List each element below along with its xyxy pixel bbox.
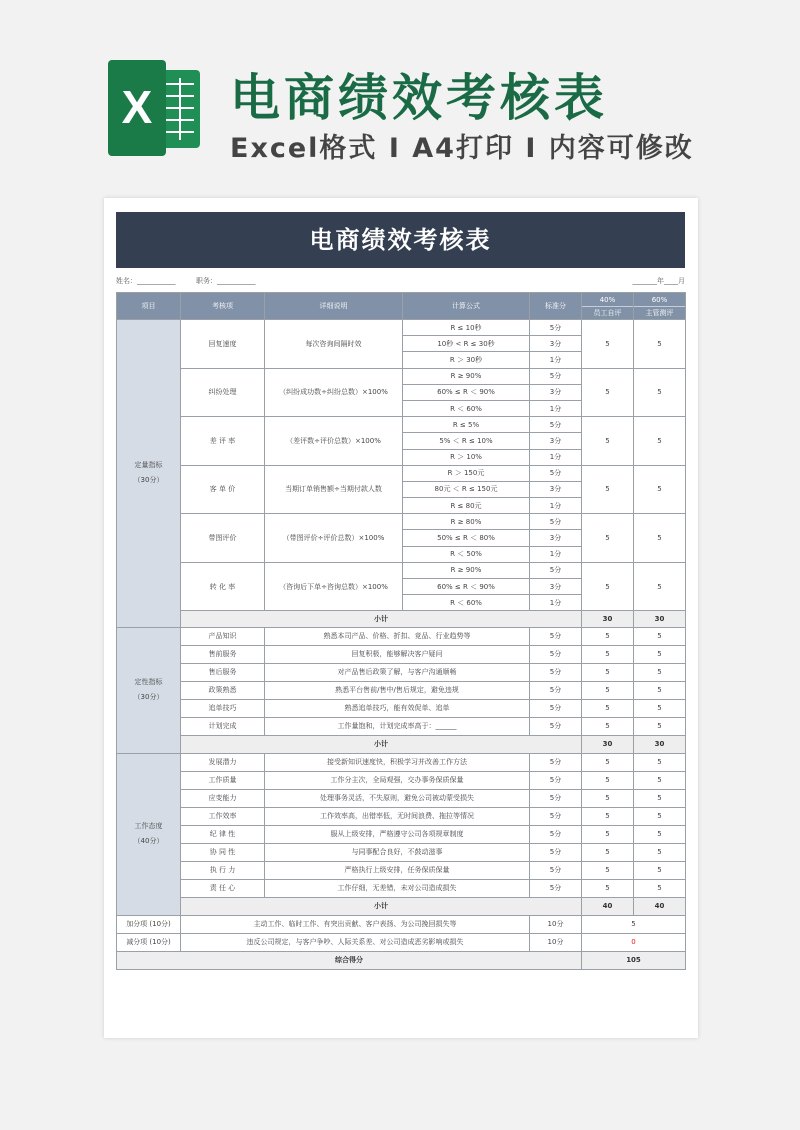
subtotal-self[interactable]: 30 [582,611,634,627]
self-score[interactable]: 5 [582,717,634,735]
self-score[interactable]: 5 [582,645,634,663]
indicator-description: 熟悉追单技巧，能有效促单、追单 [265,699,530,717]
manager-score[interactable]: 5 [634,807,686,825]
standard-score: 5分 [530,753,582,771]
header-description: 详细说明 [265,293,403,320]
table-row [117,465,686,481]
info-row [116,274,685,288]
category-cell [117,320,181,628]
indicator-description: 处理事务灵活，不失原则，避免公司被动蒙受损失 [265,789,530,807]
table-row [117,861,686,879]
self-weight: 40% [582,294,633,307]
indicator-description: （带图评价÷评价总数）×100% [265,514,403,563]
standard-score: 3分 [530,433,582,449]
standard-score: 3分 [530,530,582,546]
formula-condition: R ＜ 60% [403,400,530,416]
indicator-description: 服从上级安排，严格遵守公司各项规章制度 [265,825,530,843]
standard-score: 1分 [530,595,582,611]
category-name: 定量指标 [134,461,163,470]
self-score[interactable]: 5 [582,771,634,789]
excel-logo-letter: X [121,81,153,133]
adjustment-label: 加分项 (10分) [117,915,181,933]
total-score[interactable]: 105 [582,951,686,969]
indicator-description: 工作效率高，出错率低，无时间浪费、拖拉等情况 [265,807,530,825]
header-manager-eval [634,293,686,320]
indicator-name: 售后服务 [181,663,265,681]
indicator-name: 政策熟悉 [181,681,265,699]
penalty-row [117,933,686,951]
standard-score: 5分 [530,320,582,336]
indicator-name: 工作质量 [181,771,265,789]
header-indicator: 考核项 [181,293,265,320]
self-score[interactable]: 5 [582,663,634,681]
self-score[interactable]: 5 [582,789,634,807]
indicator-name: 执 行 力 [181,861,265,879]
standard-score: 5分 [530,825,582,843]
table-row [117,717,686,735]
indicator-description: 回复积极，能够解决客户疑问 [265,645,530,663]
table-row [117,771,686,789]
standard-score: 3分 [530,579,582,595]
header-formula: 计算公式 [403,293,530,320]
indicator-description: 严格执行上级安排，任务保质保量 [265,861,530,879]
table-row [117,807,686,825]
indicator-name: 差 评 率 [181,417,265,466]
formula-condition: 5% ＜ R ≤ 10% [403,433,530,449]
formula-condition: R ≤ 80元 [403,498,530,514]
manager-score[interactable]: 5 [634,681,686,699]
manager-score[interactable]: 5 [634,879,686,897]
table-row [117,627,686,645]
formula-condition: 60% ≤ R ＜ 90% [403,384,530,400]
total-row [117,951,686,969]
manager-score[interactable]: 5 [634,771,686,789]
formula-condition: R ＞ 10% [403,449,530,465]
standard-score: 1分 [530,352,582,368]
indicator-name: 纠纷处理 [181,368,265,417]
indicator-name: 转 化 率 [181,562,265,611]
subtotal-manager[interactable]: 30 [634,611,686,627]
manager-score[interactable]: 5 [634,825,686,843]
indicator-description: （差评数÷评价总数）×100% [265,417,403,466]
manager-score[interactable]: 5 [634,843,686,861]
standard-score: 5分 [530,562,582,578]
adjustment-label: 减分项 (10分) [117,933,181,951]
standard-score: 5分 [530,627,582,645]
indicator-name: 追单技巧 [181,699,265,717]
standard-score: 1分 [530,449,582,465]
category-points: （40分） [133,837,164,846]
indicator-name: 工作效率 [181,807,265,825]
indicator-description: 对产品售后政策了解，与客户沟通顺畅 [265,663,530,681]
self-eval-label: 员工自评 [593,308,622,317]
category-cell [117,753,181,915]
self-score[interactable]: 5 [582,417,634,466]
manager-score[interactable]: 5 [634,717,686,735]
adjustment-value[interactable]: 0 [582,933,686,951]
formula-condition: R ≥ 80% [403,514,530,530]
adjustment-description: 主动工作、临时工作、有突出贡献、客户表扬、为公司挽回损失等 [181,915,530,933]
indicator-name: 客 单 价 [181,465,265,514]
manager-score[interactable]: 5 [634,663,686,681]
standard-score: 5分 [530,789,582,807]
self-score[interactable]: 5 [582,320,634,369]
table-row [117,320,686,336]
manager-score[interactable]: 5 [634,417,686,466]
standard-score: 5分 [530,861,582,879]
subtotal-row [117,897,686,915]
name-field[interactable]: 姓名：___________ [116,277,176,285]
indicator-name: 协 同 性 [181,843,265,861]
table-row [117,879,686,897]
subtotal-label: 小计 [181,897,582,915]
self-score[interactable]: 5 [582,825,634,843]
category-cell [117,627,181,753]
table-row [117,843,686,861]
subtotal-row [117,611,686,627]
standard-score: 5分 [530,514,582,530]
table-row [117,368,686,384]
bonus-row [117,915,686,933]
indicator-description: 工作仔细，无差错，未对公司造成损失 [265,879,530,897]
self-score[interactable]: 5 [582,514,634,563]
adjustment-max-score: 10分 [530,915,582,933]
kpi-table [116,292,686,970]
standard-score: 5分 [530,699,582,717]
self-score[interactable]: 5 [582,368,634,417]
subtotal-manager[interactable]: 30 [634,735,686,753]
indicator-description: （咨询后下单÷咨询总数）×100% [265,562,403,611]
indicator-name: 发展潜力 [181,753,265,771]
self-score[interactable]: 5 [582,681,634,699]
indicator-name: 纪 律 性 [181,825,265,843]
adjustment-max-score: 10分 [530,933,582,951]
standard-score: 1分 [530,498,582,514]
formula-condition: 10秒 < R ≤ 30秒 [403,336,530,352]
standard-score: 3分 [530,481,582,497]
standard-score: 3分 [530,384,582,400]
indicator-name: 回复速度 [181,320,265,369]
category-points: （30分） [133,693,164,702]
self-score[interactable]: 5 [582,879,634,897]
manager-score[interactable]: 5 [634,562,686,611]
standard-score: 1分 [530,546,582,562]
excel-icon [108,60,208,156]
indicator-description: 熟悉平台售前/售中/售后规定，避免违规 [265,681,530,699]
manager-weight: 60% [634,294,685,307]
indicator-name: 带图评价 [181,514,265,563]
formula-condition: R ＜ 50% [403,546,530,562]
indicator-name: 计划完成 [181,717,265,735]
banner-subtitle: Excel格式 I A4打印 I 内容可修改 [230,133,694,164]
indicator-description: （纠纷成功数÷纠纷总数）×100% [265,368,403,417]
standard-score: 1分 [530,400,582,416]
indicator-description: 与同事配合良好，不鼓动滋事 [265,843,530,861]
indicator-description: 熟悉本司产品、价格、折扣、竞品、行业趋势等 [265,627,530,645]
table-row [117,789,686,807]
indicator-description: 每次咨询间隔时效 [265,320,403,369]
self-score[interactable]: 5 [582,753,634,771]
header-item: 项目 [117,293,181,320]
manager-score[interactable]: 5 [634,861,686,879]
self-score[interactable]: 5 [582,627,634,645]
formula-condition: R ≤ 5% [403,417,530,433]
table-row [117,753,686,771]
manager-score[interactable]: 5 [634,753,686,771]
standard-score: 3分 [530,336,582,352]
indicator-name: 责 任 心 [181,879,265,897]
subtotal-row [117,735,686,753]
standard-score: 5分 [530,645,582,663]
table-row [117,699,686,717]
standard-score: 5分 [530,717,582,735]
self-score[interactable]: 5 [582,699,634,717]
formula-condition: R ＞ 30秒 [403,352,530,368]
manager-score[interactable]: 5 [634,789,686,807]
formula-condition: 60% ≤ R ＜ 90% [403,579,530,595]
table-row [117,514,686,530]
table-row [117,663,686,681]
self-score[interactable]: 5 [582,807,634,825]
header-standard: 标准分 [530,293,582,320]
subtotal-self[interactable]: 30 [582,735,634,753]
category-name: 工作态度 [134,822,163,831]
formula-condition: R ≥ 90% [403,562,530,578]
formula-condition: R ＜ 60% [403,595,530,611]
standard-score: 5分 [530,663,582,681]
standard-score: 5分 [530,368,582,384]
indicator-name: 产品知识 [181,627,265,645]
indicator-name: 售前服务 [181,645,265,663]
sheet-title: 电商绩效考核表 [116,212,685,268]
table-row [117,417,686,433]
standard-score: 5分 [530,879,582,897]
manager-score[interactable]: 5 [634,699,686,717]
indicator-description: 工作量饱和，计划完成率高于：______ [265,717,530,735]
banner-title: 电商绩效考核表 [230,69,608,127]
standard-score: 5分 [530,771,582,789]
manager-score[interactable]: 5 [634,514,686,563]
table-header-row [117,293,686,320]
category-points: （30分） [133,476,164,485]
manager-eval-label: 主管测评 [645,308,674,317]
formula-condition: R ≤ 10秒 [403,320,530,336]
manager-score[interactable]: 5 [634,320,686,369]
self-score[interactable]: 5 [582,861,634,879]
position-field[interactable]: 职务：___________ [196,277,256,285]
header-self-eval [582,293,634,320]
table-row [117,645,686,663]
subtotal-self[interactable]: 40 [582,897,634,915]
subtotal-label: 小计 [181,735,582,753]
formula-condition: R ＞ 150元 [403,465,530,481]
standard-score: 5分 [530,681,582,699]
standard-score: 5分 [530,843,582,861]
formula-condition: R ≥ 90% [403,368,530,384]
indicator-description: 接受新知识速度快，积极学习并改善工作方法 [265,753,530,771]
indicator-name: 应变能力 [181,789,265,807]
table-row [117,562,686,578]
date-field[interactable]: _______年____月 [632,277,685,285]
subtotal-label: 小计 [181,611,582,627]
total-label: 综合得分 [117,951,582,969]
adjustment-description: 违反公司规定，与客户争吵、人际关系差、对公司造成恶劣影响或损失 [181,933,530,951]
standard-score: 5分 [530,465,582,481]
subtotal-manager[interactable]: 40 [634,897,686,915]
formula-condition: 50% ≤ R ＜ 80% [403,530,530,546]
self-score[interactable]: 5 [582,562,634,611]
formula-condition: 80元 ＜ R ≤ 150元 [403,481,530,497]
self-score[interactable]: 5 [582,465,634,514]
indicator-description: 当期订单销售额÷当期付款人数 [265,465,403,514]
self-score[interactable]: 5 [582,843,634,861]
manager-score[interactable]: 5 [634,368,686,417]
table-row [117,825,686,843]
category-name: 定性指标 [134,678,163,687]
manager-score[interactable]: 5 [634,465,686,514]
manager-score[interactable]: 5 [634,645,686,663]
standard-score: 5分 [530,417,582,433]
standard-score: 5分 [530,807,582,825]
adjustment-value[interactable]: 5 [582,915,686,933]
manager-score[interactable]: 5 [634,627,686,645]
indicator-description: 工作分主次，全局观强，交办事务保质保量 [265,771,530,789]
table-row [117,681,686,699]
